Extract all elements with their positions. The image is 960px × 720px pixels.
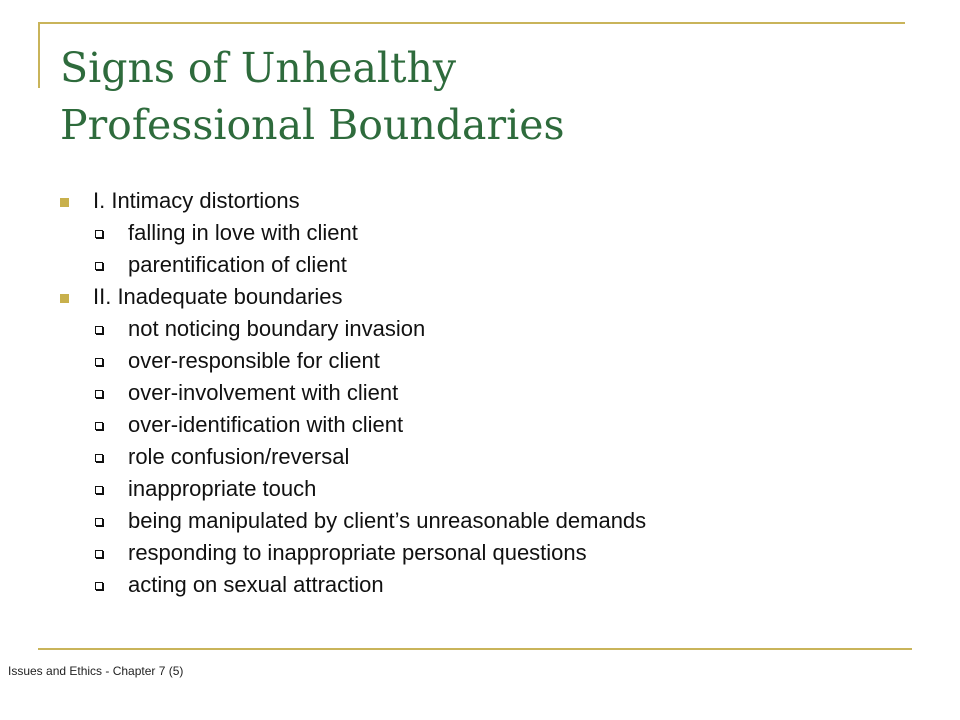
list-item — [0, 505, 960, 537]
checkbox-bullet-icon — [95, 262, 103, 270]
list-item — [0, 345, 960, 377]
checkbox-bullet-icon — [95, 230, 103, 238]
checkbox-bullet-icon — [95, 326, 103, 334]
list-item-text: parentification of client — [128, 252, 347, 277]
top-rule — [38, 22, 905, 24]
list-item-text: inappropriate touch — [128, 476, 317, 501]
list-item — [0, 537, 960, 569]
list-item — [0, 409, 960, 441]
list-item-text: not noticing boundary invasion — [128, 316, 426, 341]
list-item — [0, 473, 960, 505]
list-item — [0, 377, 960, 409]
checkbox-bullet-icon — [95, 518, 103, 526]
checkbox-bullet-icon — [95, 358, 103, 366]
list-item-text: acting on sexual attraction — [128, 572, 384, 597]
list-item-text: over-involvement with client — [128, 380, 399, 405]
checkbox-bullet-icon — [95, 390, 103, 398]
square-bullet-icon — [60, 294, 69, 303]
square-bullet-icon — [60, 198, 69, 207]
list-item — [0, 569, 960, 601]
list-item-text: role confusion/reversal — [128, 444, 350, 469]
slide-title-line-1: Signs of Unhealthy — [60, 44, 457, 92]
section-heading-text: II. Inadequate boundaries — [93, 284, 343, 309]
list-item-text: over-identification with client — [128, 412, 404, 437]
list-item-text: responding to inappropriate personal questions — [128, 540, 587, 565]
checkbox-bullet-icon — [95, 582, 103, 590]
checkbox-bullet-icon — [95, 550, 103, 558]
slide-footer: Issues and Ethics - Chapter 7 (5) — [8, 664, 184, 678]
list-item-text: falling in love with client — [128, 220, 358, 245]
list-item-text: being manipulated by client’s unreasonable demands — [128, 508, 647, 533]
slide-title-line-2: Professional Boundaries — [60, 101, 565, 149]
list-item — [0, 441, 960, 473]
section-heading — [0, 185, 960, 217]
section-heading — [0, 281, 960, 313]
left-rule — [38, 22, 40, 88]
bullet-list — [0, 185, 960, 601]
checkbox-bullet-icon — [95, 454, 103, 462]
list-item — [0, 249, 960, 281]
bottom-rule — [38, 648, 912, 650]
checkbox-bullet-icon — [95, 422, 103, 430]
list-item — [0, 217, 960, 249]
checkbox-bullet-icon — [95, 486, 103, 494]
list-item — [0, 313, 960, 345]
slide-title — [60, 40, 565, 154]
section-heading-text: I. Intimacy distortions — [93, 188, 300, 213]
list-item-text: over-responsible for client — [128, 348, 380, 373]
